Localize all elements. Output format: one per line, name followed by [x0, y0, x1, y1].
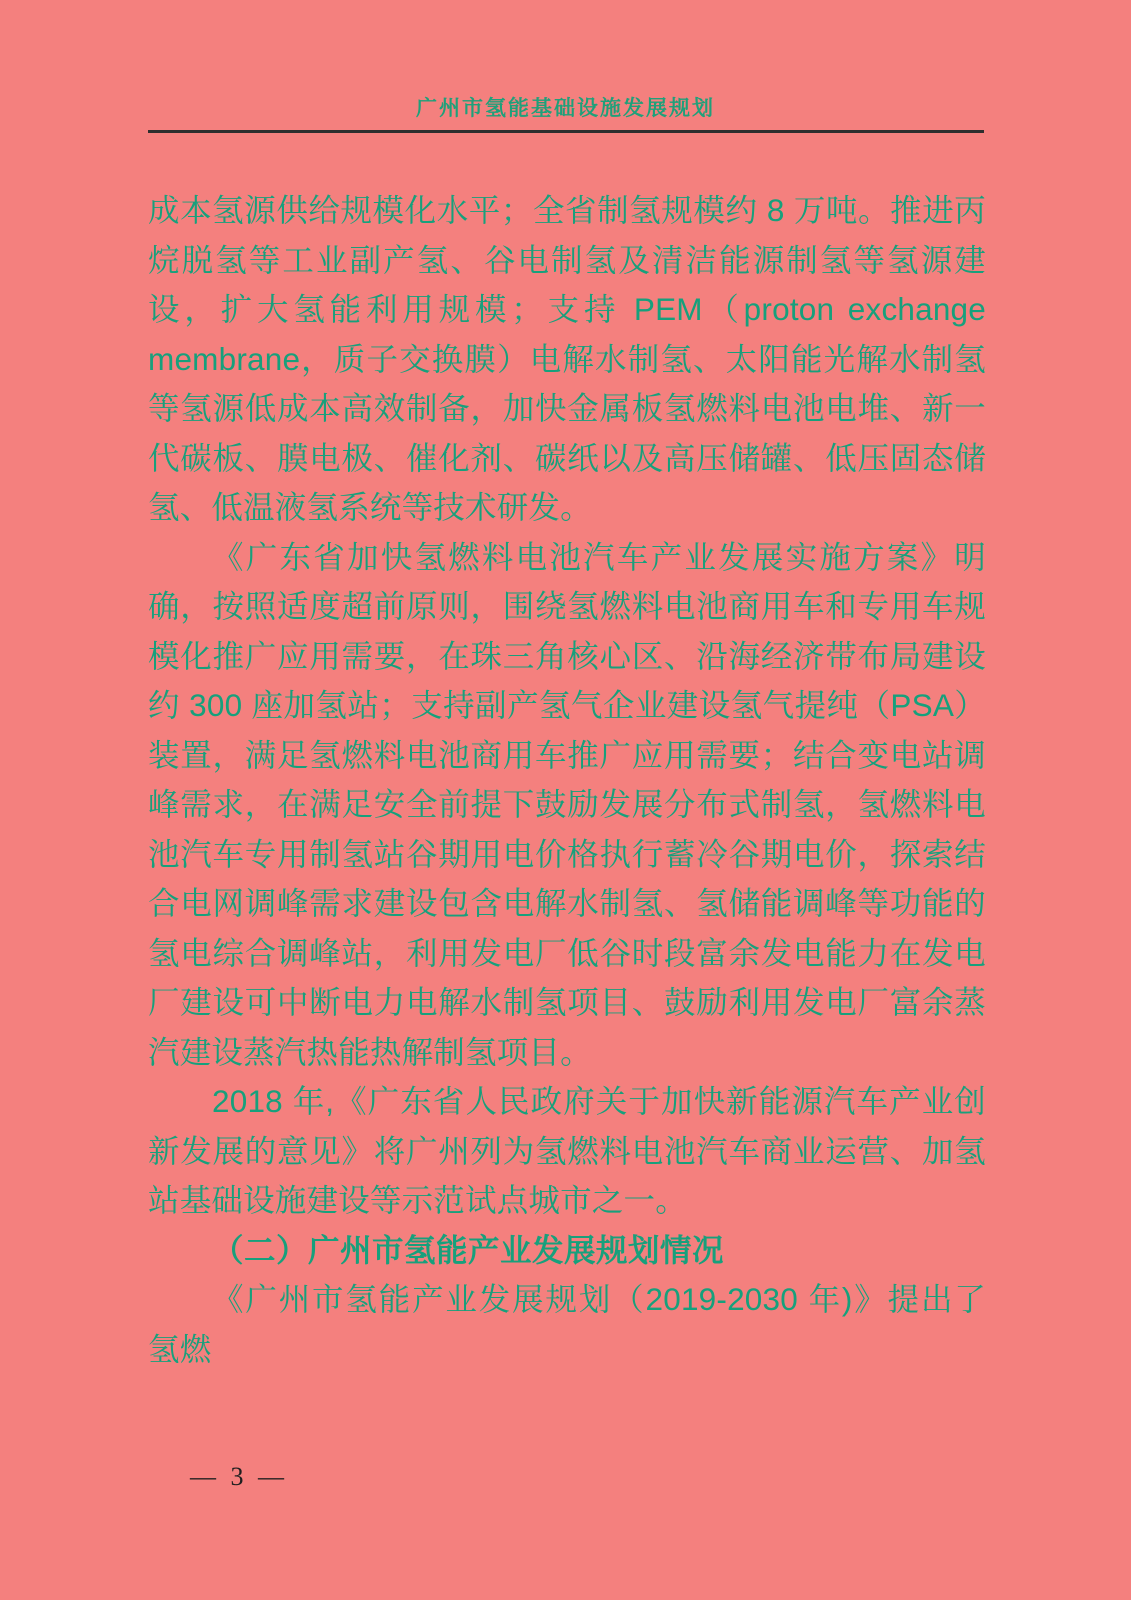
- page-header: [148, 92, 983, 122]
- paragraph-2: 《广东省加快氢燃料电池汽车产业发展实施方案》明确，按照适度超前原则，围绕氢燃料电池商用车和专用车规模化推广应用需要，在珠三角核心区、沿海经济带布局建设约 300 座加氢站；支持副产氢气企业建设氢气提纯（PSA）装置，满足氢燃料电池商用车推广应用需要；结合变电站调峰需求，在满足安全前提下鼓励发展分布式制氢，氢燃料电池汽车专用制氢站谷期用电价格执行蓄冷谷期电价，探索结合电网调峰需求建设包含电解水制氢、氢储能调峰等功能的氢电综合调峰站，利用发电厂低谷时段富余发电能力在发电厂建设可中断电力电解水制氢项目、鼓励利用发电厂富余蒸汽建设蒸汽热能热解制氢项目。: [148, 538, 986, 1070]
- header-divider: [148, 130, 984, 133]
- paragraph-1: 成本氢源供给规模化水平；全省制氢规模约 8 万吨。推进丙烷脱氢等工业副产氢、谷电制氢及清洁能源制氢等氢源建设，扩大氢能利用规模；支持 PEM（proton exchange membrane，质子交换膜）电解水制氢、太阳能光解水制氢等氢源低成本高效制备，加快金属板氢燃料电池电堆、新一代碳板、膜电极、催化剂、碳纸以及高压储罐、低压固态储氢、低温液氢系统等技术研发。: [148, 192, 986, 525]
- page-number: — 3 —: [190, 1462, 288, 1491]
- section-heading: （二）广州市氢能产业发展规划情况: [212, 1231, 725, 1268]
- document-body: [148, 186, 986, 1374]
- paragraph-4: 《广州市氢能产业发展规划（2019-2030 年)》提出了氢燃: [148, 1281, 986, 1367]
- header-title: 广州市氢能基础设施发展规划: [416, 97, 715, 120]
- paragraph-3: 2018 年,《广东省人民政府关于加快新能源汽车产业创新发展的意见》将广州列为氢燃料电池汽车商业运营、加氢站基础设施建设等示范试点城市之一。: [148, 1083, 986, 1218]
